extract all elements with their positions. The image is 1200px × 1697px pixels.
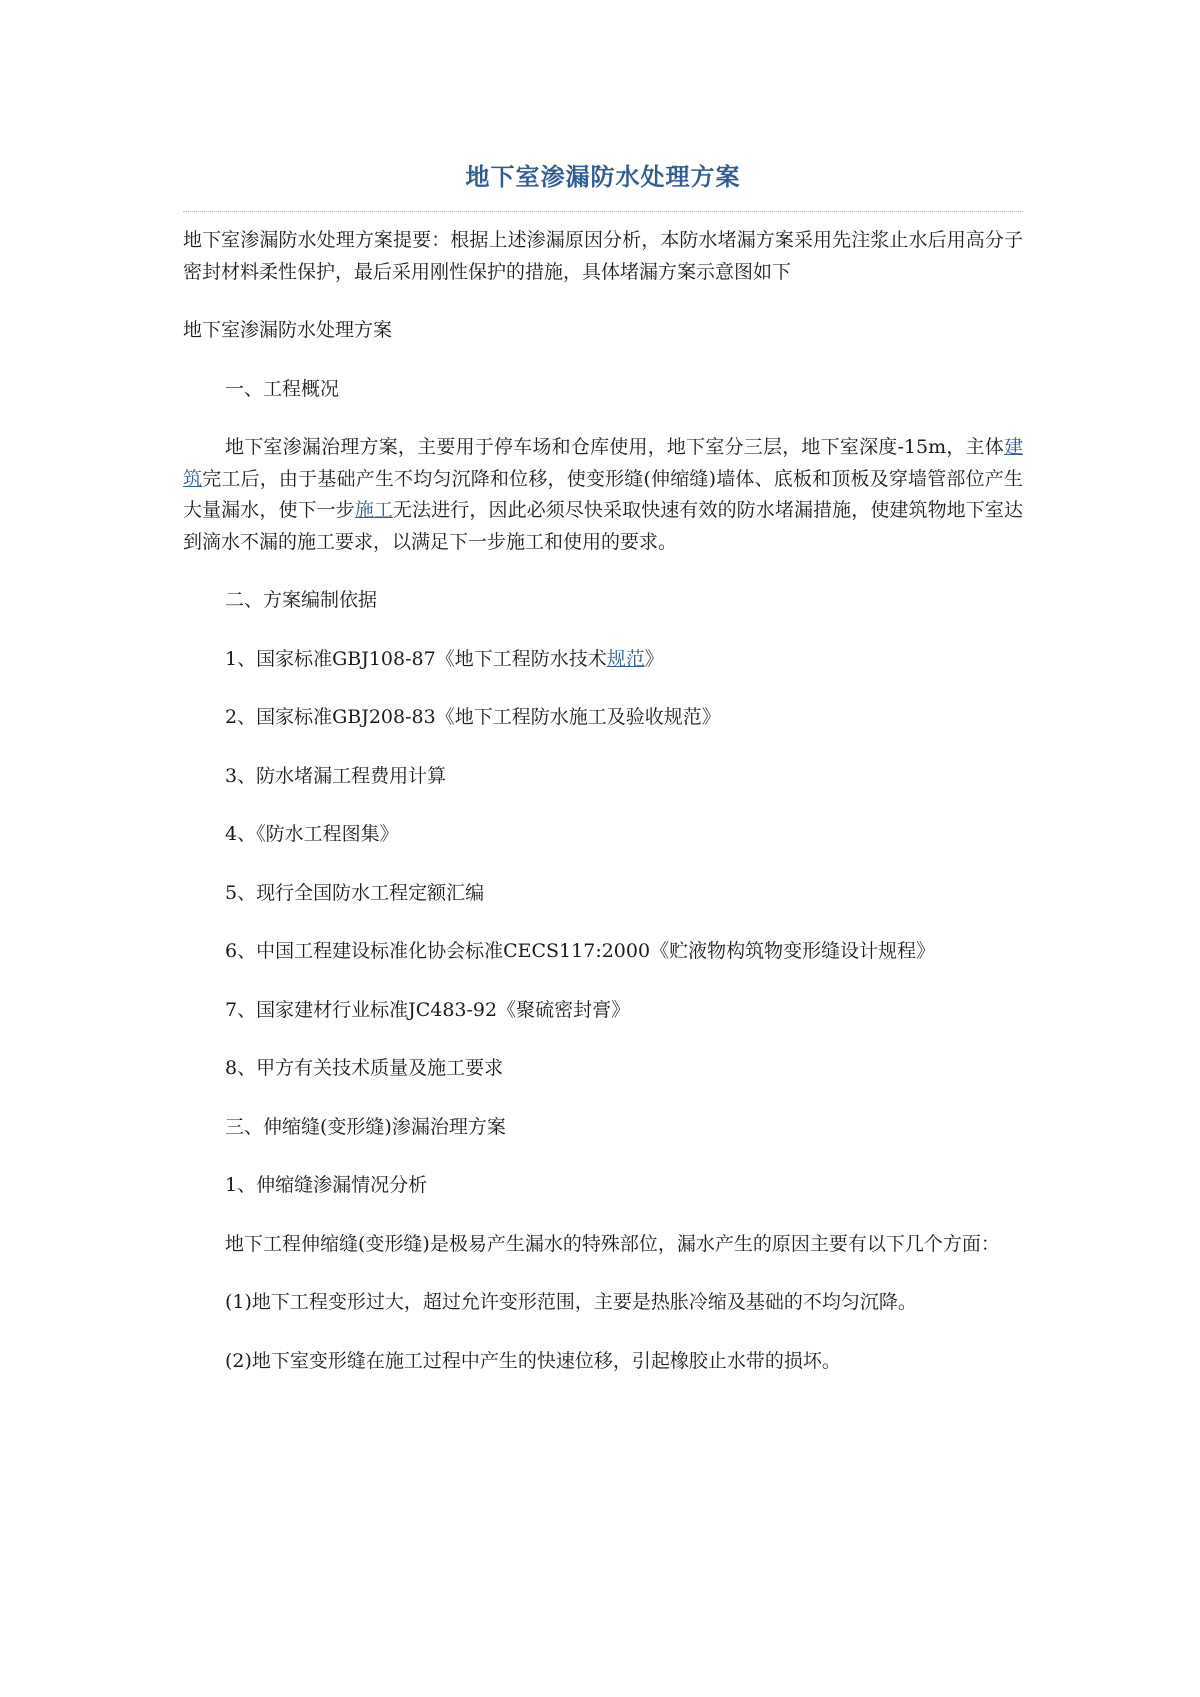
- section3-point-2: (2)地下室变形缝在施工过程中产生的快速位移，引起橡胶止水带的损坏。: [225, 1349, 841, 1372]
- basis-item-6: 6、中国工程建设标准化协会标准CECS117:2000《贮液物构筑物变形缝设计规程》: [225, 940, 936, 962]
- basis-item-2: 2、国家标准GBJ208-83《地下工程防水施工及验收规范》: [225, 706, 721, 728]
- basis-item-1-end: 》: [644, 647, 664, 670]
- section3-intro: 地下工程伸缩缝(变形缝)是极易产生漏水的特殊部位，漏水产生的原因主要有以下几个方面：: [225, 1232, 1000, 1255]
- basis-item-3: 3、防水堵漏工程费用计算: [225, 764, 447, 787]
- link-jianzhu[interactable]: 建筑: [183, 436, 1023, 490]
- document-page: [183, 160, 1023, 1377]
- basis-item-8: 8、甲方有关技术质量及施工要求: [225, 1057, 504, 1079]
- summary-paragraph: 地下室渗漏防水处理方案提要：根据上述渗漏原因分析，本防水堵漏方案采用先注浆止水后用高分子密封材料柔性保护，最后采用刚性保护的措施，具体堵漏方案示意图如下: [183, 229, 1023, 283]
- section1-text-1: 地下室渗漏治理方案，主要用于停车场和仓库使用，地下室分三层，地下室深度-15m，主体: [225, 436, 1004, 458]
- section1-paragraph: [183, 432, 1023, 558]
- document-title: 地下室渗漏防水处理方案: [465, 162, 741, 191]
- section2-heading: 二、方案编制依据: [225, 589, 378, 611]
- link-shigong[interactable]: 施工: [354, 499, 394, 521]
- basis-item-7: 7、国家建材行业标准JC483-92《聚硫密封膏》: [225, 998, 631, 1021]
- section1-text-2: 完工后，由于基础产生不均匀沉降和位移，使变形缝(伸缩缝)墙体、底板和顶板及穿墙管部位产生大量漏水，使下一步: [183, 467, 1023, 521]
- basis-item-4: 4、《防水工程图集》: [225, 823, 399, 845]
- basis-item-1-text: 1、国家标准GBJ108-87《地下工程防水技术: [225, 647, 607, 670]
- document-subtitle: 地下室渗漏防水处理方案: [183, 319, 393, 341]
- section3-point-1: (1)地下工程变形过大，超过允许变形范围，主要是热胀冷缩及基础的不均匀沉降。: [225, 1291, 917, 1313]
- title-divider: [183, 211, 1023, 212]
- basis-item-5: 5、现行全国防水工程定额汇编: [225, 881, 485, 904]
- section1-heading: 一、工程概况: [225, 377, 340, 400]
- basis-item-1: [183, 644, 1023, 676]
- link-guifan[interactable]: 规范: [606, 647, 645, 670]
- section3-heading: 三、伸缩缝(变形缝)渗漏治理方案: [225, 1115, 506, 1138]
- section3-sub1: 1、伸缩缝渗漏情况分析: [225, 1174, 428, 1196]
- section1-text-3: 无法进行，因此必须尽快采取快速有效的防水堵漏措施，使建筑物地下室达到滴水不漏的施工要求，以满足下一步施工和使用的要求。: [183, 499, 1023, 553]
